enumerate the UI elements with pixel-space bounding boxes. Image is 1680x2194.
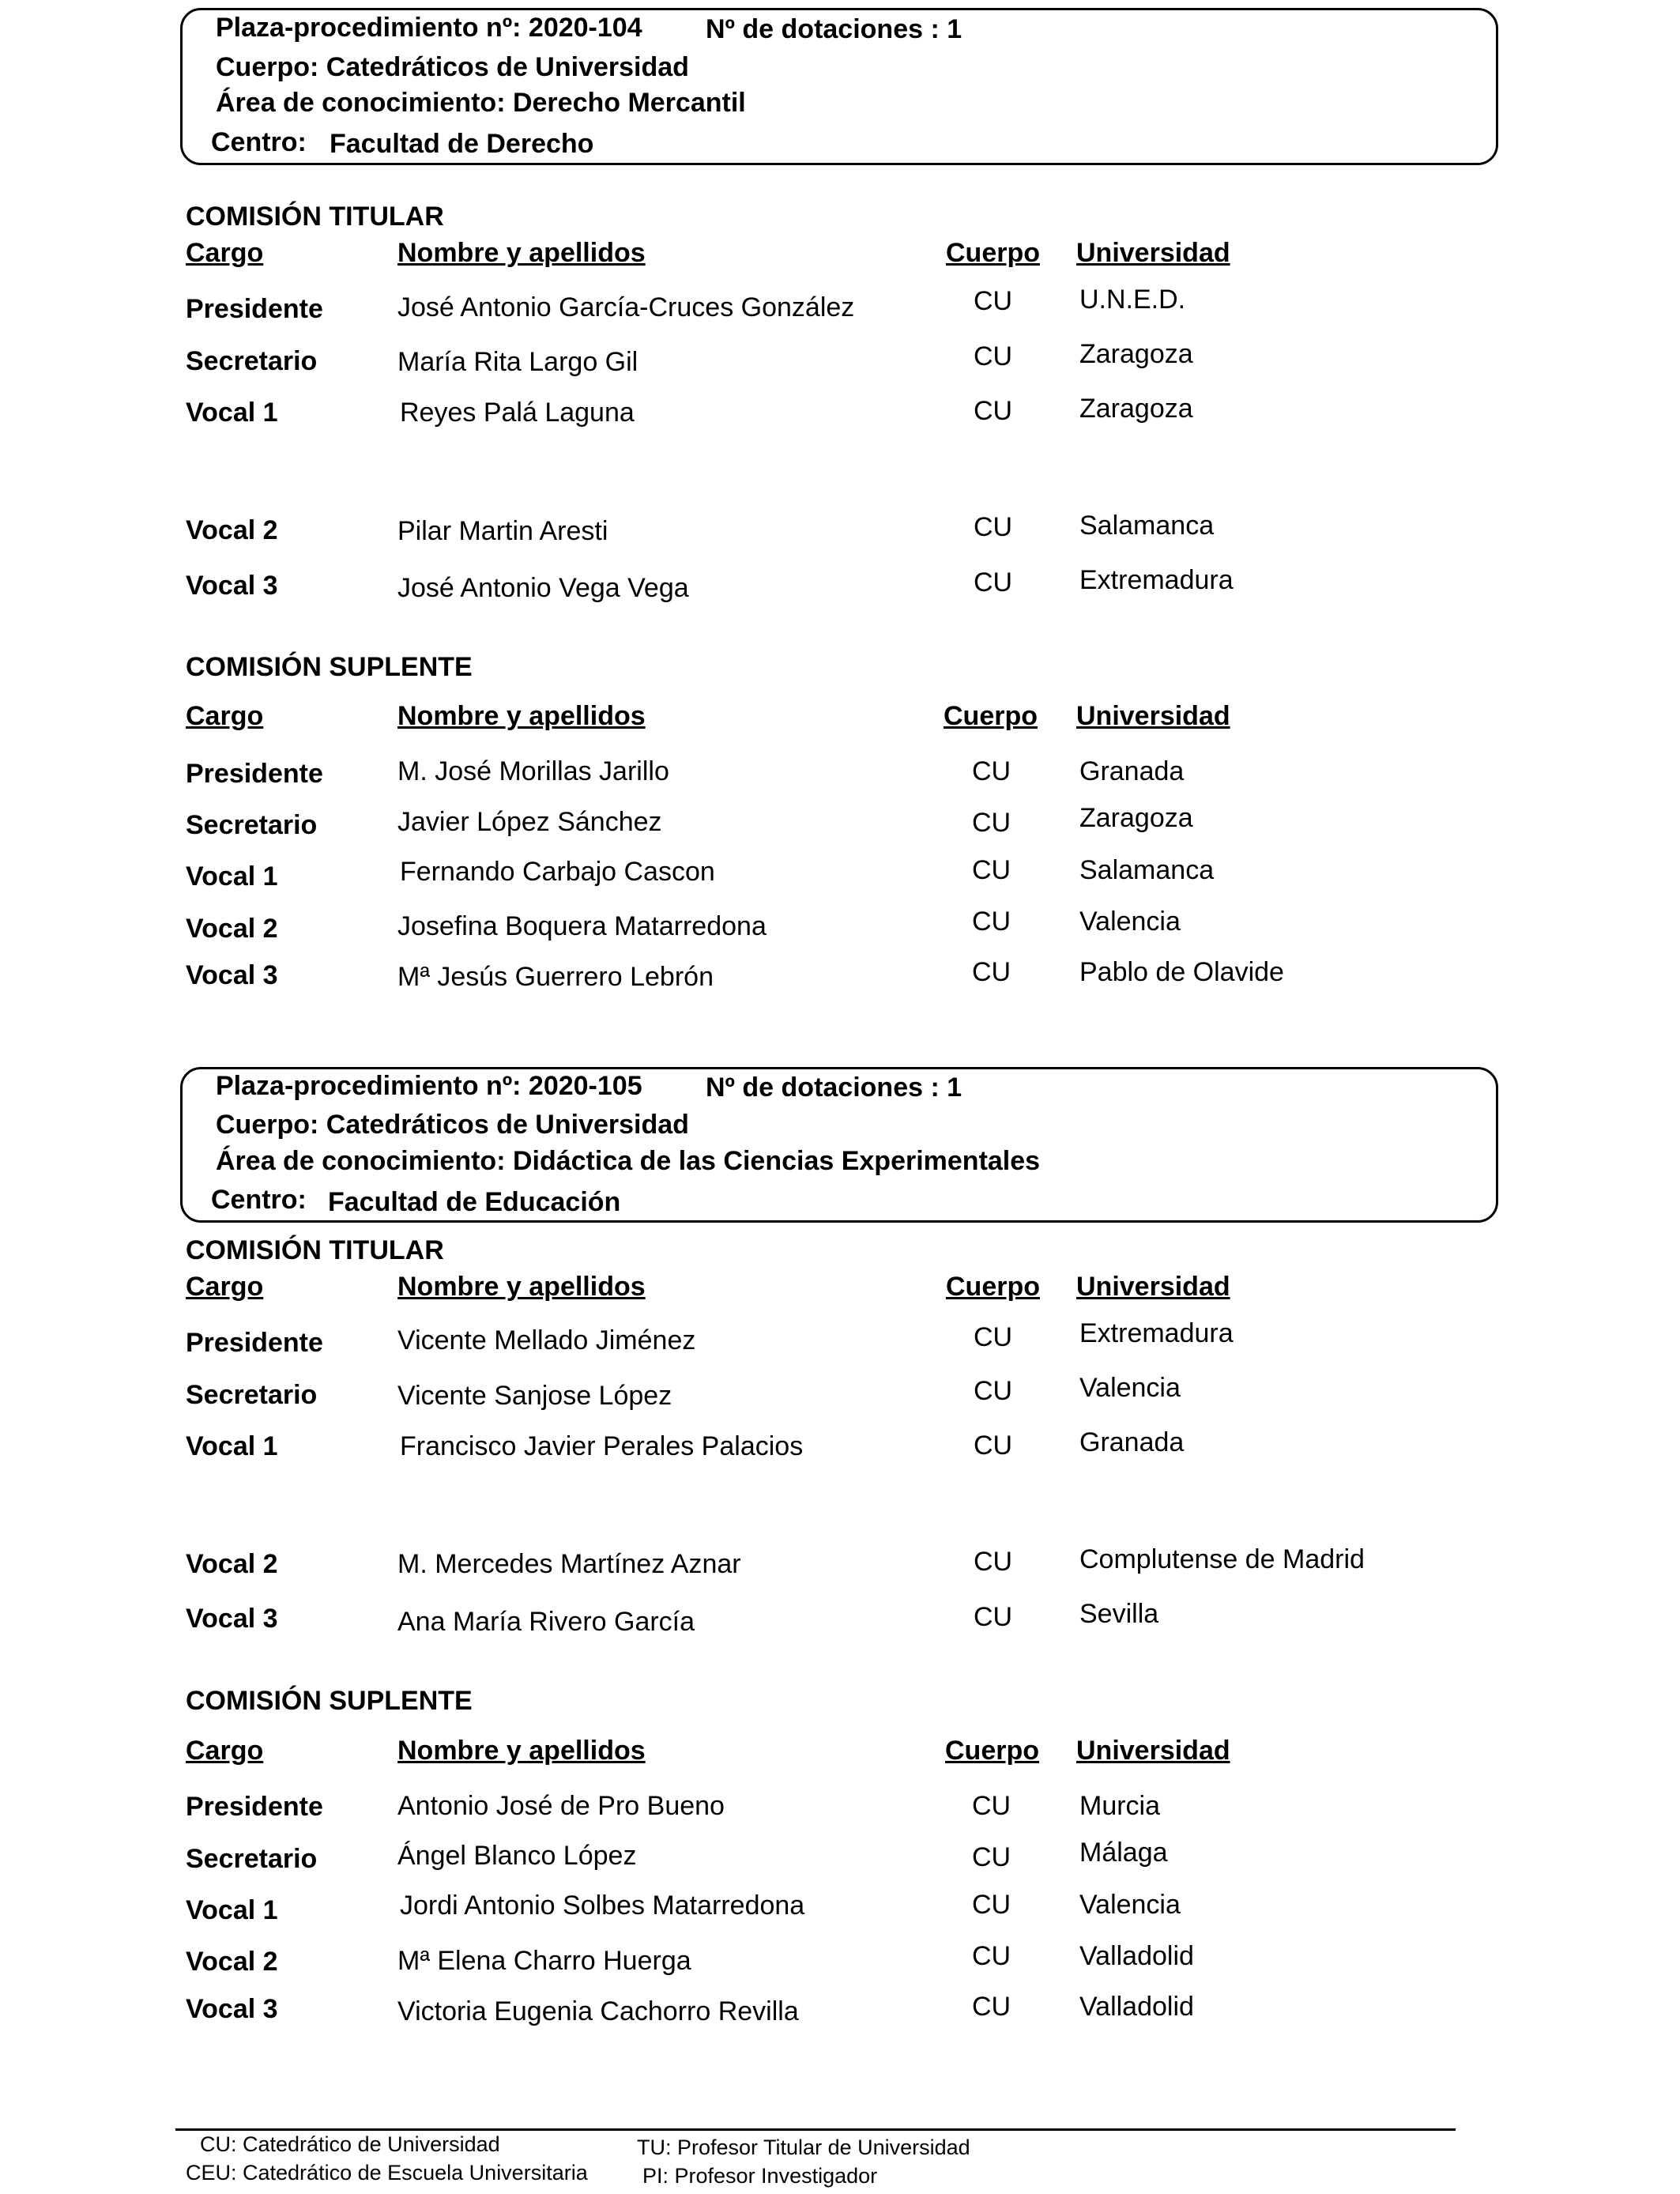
universidad-cell: Málaga — [1079, 1838, 1168, 1868]
cargo-cell: Vocal 2 — [186, 914, 278, 944]
universidad-cell: Salamanca — [1079, 855, 1215, 885]
universidad-cell: Salamanca — [1079, 511, 1215, 541]
universidad-cell: Valencia — [1079, 1890, 1181, 1920]
area-label: Área de conocimiento: Derecho Mercantil — [216, 88, 746, 118]
cuerpo-cell: CU — [974, 341, 1013, 371]
cargo-cell: Presidente — [186, 1792, 323, 1822]
nombre-cell: Ángel Blanco López — [397, 1841, 637, 1871]
universidad-cell: Valladolid — [1079, 1941, 1194, 1971]
footer-cu-legend: CU: Catedrático de Universidad — [200, 2132, 500, 2156]
cargo-cell: Vocal 3 — [186, 960, 278, 990]
cuerpo-cell: CU — [972, 907, 1011, 937]
cargo-cell: Presidente — [186, 294, 323, 324]
cuerpo-cell: CU — [972, 756, 1011, 786]
cargo-cell: Secretario — [186, 1380, 318, 1410]
col-universidad: Universidad — [1076, 1736, 1230, 1766]
nombre-cell: Mª Elena Charro Huerga — [397, 1946, 691, 1976]
col-nombre: Nombre y apellidos — [397, 238, 646, 268]
cargo-cell: Vocal 2 — [186, 1549, 278, 1579]
nombre-cell: Vicente Mellado Jiménez — [397, 1325, 696, 1355]
nombre-cell: Antonio José de Pro Bueno — [397, 1791, 725, 1821]
universidad-cell: U.N.E.D. — [1079, 285, 1186, 315]
nombre-cell: Mª Jesús Guerrero Lebrón — [397, 962, 714, 992]
cuerpo-cell: CU — [974, 1602, 1013, 1632]
nombre-cell: María Rita Largo Gil — [397, 347, 638, 377]
nombre-cell: Reyes Palá Laguna — [400, 398, 635, 428]
universidad-cell: Zaragoza — [1079, 339, 1193, 369]
cuerpo-label: Cuerpo: Catedráticos de Universidad — [216, 1110, 689, 1140]
cuerpo-cell: CU — [972, 1890, 1011, 1920]
cuerpo-cell: CU — [972, 1842, 1011, 1872]
area-label: Área de conocimiento: Didáctica de las Ciencias Experimentales — [216, 1146, 1041, 1176]
cargo-cell: Presidente — [186, 759, 323, 789]
comision-suplente-title: COMISIÓN SUPLENTE — [186, 1686, 473, 1716]
nombre-cell: M. Mercedes Martínez Aznar — [397, 1549, 741, 1579]
plaza-number: Plaza-procedimiento nº: 2020-104 — [216, 13, 642, 43]
nombre-cell: M. José Morillas Jarillo — [397, 756, 669, 786]
universidad-cell: Extremadura — [1079, 1318, 1234, 1348]
centro-label: Centro: — [211, 127, 307, 157]
universidad-cell: Zaragoza — [1079, 394, 1193, 424]
col-cargo: Cargo — [186, 701, 264, 731]
footer-ceu-legend: CEU: Catedrático de Escuela Universitaria — [186, 2161, 588, 2185]
universidad-cell: Extremadura — [1079, 565, 1234, 595]
cargo-cell: Vocal 2 — [186, 515, 278, 545]
universidad-cell: Zaragoza — [1079, 803, 1193, 833]
cuerpo-cell: CU — [974, 512, 1013, 542]
centro-label: Centro: — [211, 1185, 307, 1215]
centro-value: Facultad de Derecho — [330, 129, 594, 159]
nombre-cell: Victoria Eugenia Cachorro Revilla — [397, 1996, 799, 2026]
col-cuerpo: Cuerpo — [944, 701, 1038, 731]
col-universidad: Universidad — [1076, 701, 1230, 731]
universidad-cell: Sevilla — [1079, 1599, 1159, 1629]
cuerpo-cell: CU — [972, 855, 1011, 885]
cuerpo-cell: CU — [974, 1431, 1013, 1461]
cargo-cell: Secretario — [186, 346, 318, 376]
cargo-cell: Vocal 3 — [186, 1604, 278, 1634]
col-nombre: Nombre y apellidos — [397, 1272, 646, 1302]
footer-pi-legend: PI: Profesor Investigador — [642, 2164, 878, 2188]
cuerpo-cell: CU — [974, 567, 1013, 598]
nombre-cell: Pilar Martin Aresti — [397, 516, 608, 546]
cargo-cell: Vocal 1 — [186, 1431, 278, 1461]
col-cargo: Cargo — [186, 1272, 264, 1302]
cuerpo-cell: CU — [972, 1941, 1011, 1971]
cargo-cell: Vocal 1 — [186, 861, 278, 892]
universidad-cell: Granada — [1079, 756, 1185, 786]
nombre-cell: Ana María Rivero García — [397, 1607, 695, 1637]
nombre-cell: José Antonio Vega Vega — [397, 573, 689, 603]
nombre-cell: Jordi Antonio Solbes Matarredona — [400, 1891, 805, 1921]
cuerpo-cell: CU — [974, 1322, 1013, 1352]
comision-titular-title: COMISIÓN TITULAR — [186, 202, 444, 232]
universidad-cell: Granada — [1079, 1427, 1185, 1457]
col-nombre: Nombre y apellidos — [397, 1736, 646, 1766]
nombre-cell: Francisco Javier Perales Palacios — [400, 1431, 804, 1461]
nombre-cell: Josefina Boquera Matarredona — [397, 911, 767, 941]
col-cargo: Cargo — [186, 1736, 264, 1766]
col-universidad: Universidad — [1076, 238, 1230, 268]
col-universidad: Universidad — [1076, 1272, 1230, 1302]
col-cuerpo: Cuerpo — [945, 1736, 1039, 1766]
universidad-cell: Complutense de Madrid — [1079, 1544, 1365, 1574]
nombre-cell: Vicente Sanjose López — [397, 1381, 672, 1411]
col-cuerpo: Cuerpo — [946, 1272, 1040, 1302]
cuerpo-cell: CU — [972, 808, 1011, 838]
universidad-cell: Pablo de Olavide — [1079, 957, 1284, 987]
cargo-cell: Secretario — [186, 810, 318, 840]
cuerpo-cell: CU — [972, 1791, 1011, 1821]
cuerpo-cell: CU — [972, 1992, 1011, 2022]
plaza-number: Plaza-procedimiento nº: 2020-105 — [216, 1071, 642, 1101]
nombre-cell: Fernando Carbajo Cascon — [400, 857, 715, 887]
col-cuerpo: Cuerpo — [946, 238, 1040, 268]
cargo-cell: Vocal 1 — [186, 398, 278, 428]
cuerpo-cell: CU — [974, 1376, 1013, 1406]
nombre-cell: Javier López Sánchez — [397, 807, 662, 837]
comision-suplente-title: COMISIÓN SUPLENTE — [186, 652, 473, 682]
cargo-cell: Vocal 2 — [186, 1947, 278, 1977]
dotaciones-count: Nº de dotaciones : 1 — [706, 1072, 962, 1103]
col-nombre: Nombre y apellidos — [397, 701, 646, 731]
centro-value: Facultad de Educación — [328, 1187, 621, 1217]
cuerpo-cell: CU — [974, 286, 1013, 316]
col-cargo: Cargo — [186, 238, 264, 268]
nombre-cell: José Antonio García-Cruces González — [397, 292, 855, 322]
universidad-cell: Valencia — [1079, 907, 1181, 937]
footer-tu-legend: TU: Profesor Titular de Universidad — [637, 2136, 970, 2159]
cuerpo-label: Cuerpo: Catedráticos de Universidad — [216, 52, 689, 82]
cargo-cell: Secretario — [186, 1844, 318, 1874]
universidad-cell: Valladolid — [1079, 1992, 1194, 2022]
footer-divider — [175, 2128, 1456, 2131]
cargo-cell: Vocal 1 — [186, 1895, 278, 1925]
universidad-cell: Murcia — [1079, 1791, 1161, 1821]
cargo-cell: Presidente — [186, 1328, 323, 1358]
cargo-cell: Vocal 3 — [186, 1994, 278, 2024]
cuerpo-cell: CU — [974, 396, 1013, 426]
universidad-cell: Valencia — [1079, 1373, 1181, 1403]
cuerpo-cell: CU — [972, 957, 1011, 987]
comision-titular-title: COMISIÓN TITULAR — [186, 1235, 444, 1265]
cargo-cell: Vocal 3 — [186, 571, 278, 601]
dotaciones-count: Nº de dotaciones : 1 — [706, 14, 962, 44]
cuerpo-cell: CU — [974, 1547, 1013, 1577]
